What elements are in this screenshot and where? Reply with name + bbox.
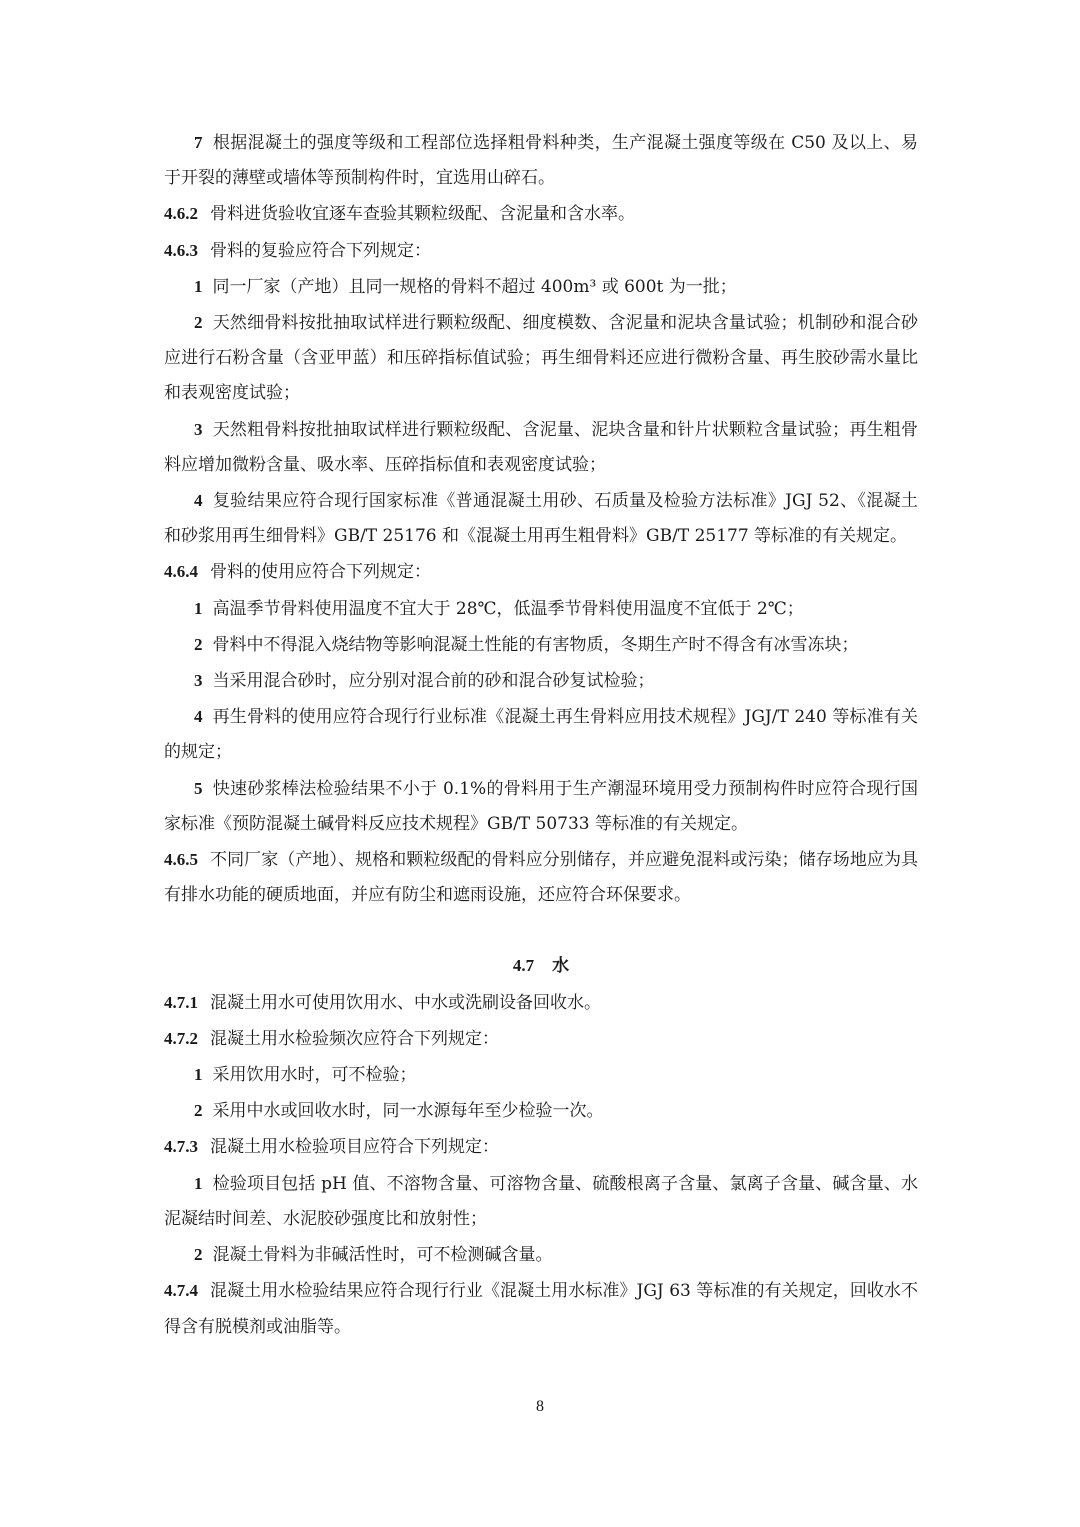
paragraph-text: 天然细骨料按批抽取试样进行颗粒级配、细度模数、含泥量和泥块含量试验；机制砂和混合砂应进行石粉含量（含亚甲蓝）和压碎指标值试验；再生细骨料还应进行微粉含量、再生胶砂需水量比和表观密度试验； [164,313,918,404]
clause-paragraph [164,1273,918,1344]
item-number: 4 [194,707,203,727]
paragraph-text: 不同厂家（产地）、规格和颗粒级配的骨料应分别储存，并应避免混料或污染；储存场地应为具有排水功能的硬质地面，并应有防尘和遮雨设施，还应符合环保要求。 [164,850,918,906]
list-item [164,699,918,770]
paragraph-text: 混凝土骨料为非碱活性时，可不检测碱含量。 [212,1245,553,1266]
paragraph-text: 骨料进货验收宜逐车查验其颗粒级配、含泥量和含水率。 [210,204,635,225]
paragraph-text: 采用中水或回收水时，同一水源每年至少检验一次。 [212,1101,604,1122]
item-number: 1 [194,276,203,296]
clause-number: 4.7.4 [164,1281,198,1301]
clause-paragraph [164,554,918,590]
clause-paragraph [164,233,918,269]
clause-number: 4.7.3 [164,1137,198,1157]
section-title: 水 [552,956,570,977]
paragraph-text: 复验结果应符合现行国家标准《普通混凝土用砂、石质量及检验方法标准》JGJ 52、《混凝土和砂浆用再生细骨料》GB/T 25176 和《混凝土用再生粗骨料》GB/T 25177 等标准的有关规定。 [164,491,918,547]
item-number: 5 [194,778,203,798]
paragraph-text: 混凝土用水可使用饮用水、中水或洗刷设备回收水。 [210,992,601,1013]
list-item [164,591,918,627]
clause-number: 4.6.4 [164,562,198,582]
clause-paragraph [164,1021,918,1057]
list-item [164,412,918,483]
section-heading [164,948,918,984]
paragraph-text: 快速砂浆棒法检验结果不小于 0.1%的骨料用于生产潮湿环境用受力预制构件时应符合现行国家标准《预防混凝土碱骨料反应技术规程》GB/T 50733 等标准的有关规定。 [164,778,918,834]
item-number: 7 [194,133,203,152]
page-number: 8 [536,1398,544,1415]
item-number: 2 [194,313,203,333]
document-body [164,125,918,1345]
list-item [164,125,918,196]
list-item [164,483,918,554]
paragraph-text: 当采用混合砂时，应分别对混合前的砂和混合砂复试检验； [212,671,655,692]
section-number: 4.7 [512,956,535,976]
list-item [164,1093,918,1129]
item-number: 2 [194,634,203,654]
list-item [164,627,918,663]
paragraph-text: 骨料的使用应符合下列规定： [210,562,431,583]
clause-number: 4.6.3 [164,240,198,260]
item-number: 2 [194,1245,203,1265]
list-item [164,663,918,699]
clause-paragraph [164,1129,918,1165]
clause-paragraph [164,196,918,232]
paragraph-text: 采用饮用水时，可不检验； [212,1065,417,1086]
list-item [164,771,918,842]
item-number: 1 [194,1173,203,1193]
clause-paragraph [164,842,918,913]
item-number: 3 [194,671,203,691]
clause-number: 4.6.2 [164,204,198,224]
paragraph-text: 同一厂家（产地）且同一规格的骨料不超过 400m³ 或 600t 为一批； [212,276,737,297]
paragraph-text: 骨料的复验应符合下列规定： [210,240,431,261]
item-number: 4 [194,491,203,511]
list-item [164,1237,918,1273]
item-number: 2 [194,1101,203,1121]
paragraph-text: 根据混凝土的强度等级和工程部位选择粗骨料种类，生产混凝土强度等级在 C50 及以上、易于开裂的薄壁或墙体等预制构件时，宜选用山碎石。 [164,133,918,189]
list-item [164,1166,918,1237]
clause-number: 4.6.5 [164,850,198,870]
list-item [164,1057,918,1093]
paragraph-text: 混凝土用水检验结果应符合现行行业《混凝土用水标准》JGJ 63 等标准的有关规定，回收水不得含有脱模剂或油脂等。 [164,1281,918,1337]
paragraph-text: 再生骨料的使用应符合现行行业标准《混凝土再生骨料应用技术规程》JGJ/T 240 等标准有关的规定； [164,707,918,763]
clause-number: 4.7.2 [164,1028,198,1048]
item-number: 3 [194,419,203,439]
paragraph-text: 混凝土用水检验项目应符合下列规定： [210,1137,499,1158]
clause-number: 4.7.1 [164,992,198,1012]
paragraph-text: 骨料中不得混入烧结物等影响混凝土性能的有害物质，冬期生产时不得含有冰雪冻块； [212,634,859,655]
section-gap [164,913,918,948]
paragraph-text: 天然粗骨料按批抽取试样进行颗粒级配、含泥量、泥块含量和针片状颗粒含量试验；再生粗骨料应增加微粉含量、吸水率、压碎指标值和表观密度试验； [164,419,918,475]
list-item [164,269,918,305]
item-number: 1 [194,598,203,618]
paragraph-text: 高温季节骨料使用温度不宜大于 28℃，低温季节骨料使用温度不宜低于 2℃； [212,598,804,619]
paragraph-text: 混凝土用水检验频次应符合下列规定： [210,1028,499,1049]
clause-paragraph [164,985,918,1021]
paragraph-text: 检验项目包括 pH 值、不溶物含量、可溶物含量、硫酸根离子含量、氯离子含量、碱含量、水泥凝结时间差、水泥胶砂强度比和放射性； [164,1173,918,1229]
list-item [164,305,918,412]
item-number: 1 [194,1065,203,1085]
